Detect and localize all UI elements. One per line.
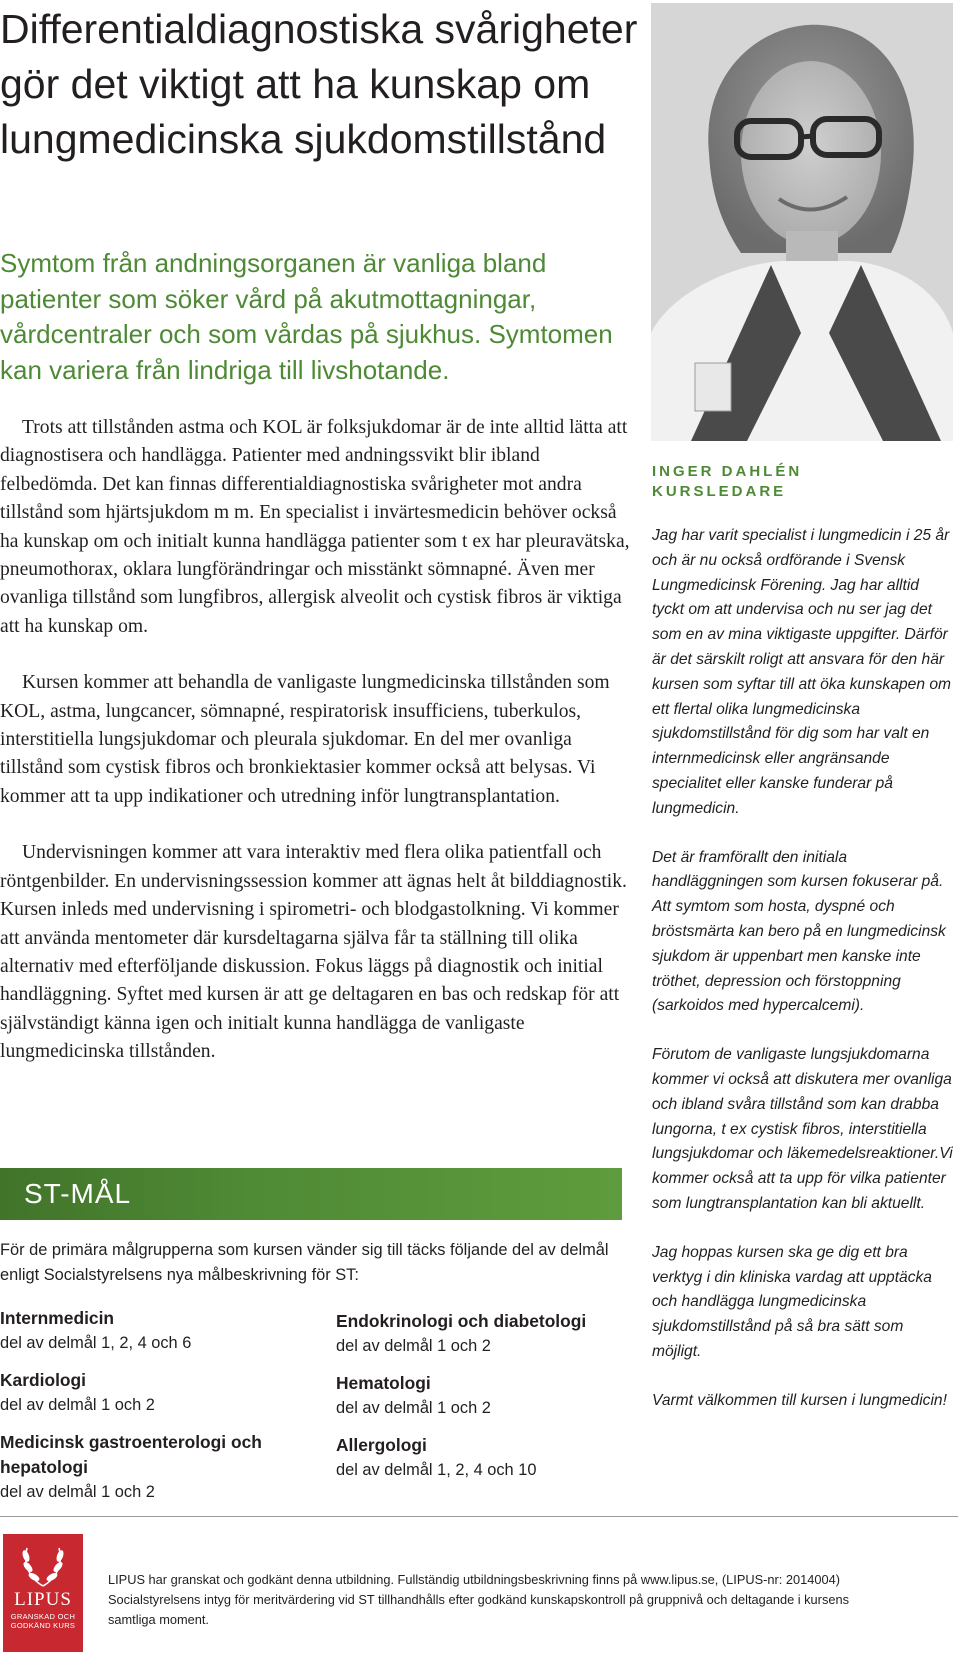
footer-text xyxy=(108,1570,888,1630)
body-paragraph-3: Undervisningen kommer att vara interaktiv med flera olika patientfall och röntgenbilder. En undervisningssession kommer att ägnas helt åt bilddiagnostik. Kursen inleds med undervisning i spirometri- och blodgastolkning. Vi kommer att använda mentometer där kursdeltagarna själva får ta ställning till olika alternativ med efterföljande diskussion. Fokus läggs på diagnostik och initial handläggning. Syftet med kursen är att ge deltagaren en bas och redskap för att självständigt känna igen och initialt kunna handlägga de vanligaste lungmedicinska tillstånden. xyxy=(0,842,627,1063)
lipus-logo xyxy=(3,1534,83,1652)
st-goal-detail: del av delmål 1 och 2 xyxy=(0,1483,155,1501)
st-goal-item xyxy=(336,1309,636,1359)
st-goal-detail: del av delmål 1 och 2 xyxy=(336,1399,491,1417)
page-headline: Differentialdiagnostiska svårigheter gör det viktigt att ha kunskap om lungmedicinska sjukdomstillstånd xyxy=(0,6,638,162)
instructor-heading xyxy=(652,462,952,502)
st-goals-left-column xyxy=(0,1306,320,1517)
st-goal-item xyxy=(336,1433,636,1483)
bio-paragraph-4: Jag hoppas kursen ska ge dig ett bra verktyg i din kliniska vardag att upptäcka och handlägga lungmedicinska sjukdomstillstånd på så bra sätt som möjligt. xyxy=(652,1243,932,1360)
st-goal-title: Medicinsk gastroenterologi och hepatologi xyxy=(0,1432,262,1477)
st-goal-detail: del av delmål 1, 2, 4 och 6 xyxy=(0,1334,192,1352)
st-goal-detail: del av delmål 1 och 2 xyxy=(0,1396,155,1414)
st-goal-item xyxy=(0,1306,320,1356)
st-goal-title: Hematologi xyxy=(336,1373,431,1393)
st-goal-item xyxy=(336,1371,636,1421)
st-goal-title: Allergologi xyxy=(336,1435,427,1455)
portrait-photo xyxy=(651,3,953,441)
st-goal-title: Kardiologi xyxy=(0,1370,86,1390)
instructor-role: KURSLEDARE xyxy=(652,483,787,500)
st-goal-title: Endokrinologi och diabetologi xyxy=(336,1311,587,1331)
footer-line-2: Socialstyrelsens intyg för meritvärdering vid ST tillhandhålls efter godkänd kunskapskontroll på gruppnivå och deltagande i kursens samtliga moment. xyxy=(108,1592,849,1627)
st-goals-heading: ST-MÅL xyxy=(0,1168,622,1220)
body-text xyxy=(0,414,630,1095)
bio-paragraph-5: Varmt välkommen till kursen i lungmedicin! xyxy=(652,1391,947,1409)
instructor-name: INGER DAHLÉN xyxy=(652,463,803,480)
st-goals-right-column xyxy=(336,1309,636,1495)
logo-subtitle-1: GRANSKAD OCH xyxy=(10,1612,76,1621)
st-goal-title: Internmedicin xyxy=(0,1308,115,1328)
bio-paragraph-1: Jag har varit specialist i lungmedicin i 25 år och är nu också ordförande i Svensk Lungmedicinsk Förening. Jag har alltid tyckt om att undervisa och nu ser jag det som en av mina viktigaste uppgifter. Därför är det särskilt roligt att ansvara för den här kursen som syftar till att öka kunskapen om ett flertal olika lungmedicinska sjukdomstillstånd för dig som har valt en internmedicinsk eller angränsande specialitet eller kanske funderar på lungmedicin. xyxy=(652,527,952,817)
body-paragraph-1: Trots att tillstånden astma och KOL är folksjukdomar är de inte alltid lätta att diagnostisera och handlägga. Patienter med andningssvikt blir ibland felbedömda. Det kan finnas differentialdiagnostiska svårigheter mot andra tillstånd som hjärtsjukdom m m. En specialist i invärtesmedicin behöver också ha kunskap om och initialt kunna handlägga patienter som t ex har pleuravätska, pneumothorax, oklara lungförändringar och misstänkt sömnapné. Även mer ovanliga tillstånd som lungfibros, allergisk alveolit och cystisk fibros är viktiga att ha kunskap om. xyxy=(0,417,630,637)
bio-paragraph-3: Förutom de vanligaste lungsjukdomarna kommer vi också att diskutera mer ovanliga och ibland svåra tillstånd som kan drabba lungorna, t ex cystisk fibros, interstitiella lungsjukdomar och läkemedelsreaktioner.Vi kommer också att ta upp för vilka patienter som lungtransplantation kan bli aktuellt. xyxy=(652,1046,953,1212)
footer-divider xyxy=(0,1516,958,1517)
st-goal-detail: del av delmål 1, 2, 4 och 10 xyxy=(336,1461,537,1479)
st-goals-intro: För de primära målgrupperna som kursen vänder sig till täcks följande del av delmål enligt Socialstyrelsens nya målbeskrivning för ST: xyxy=(0,1241,609,1284)
footer-line-1: LIPUS har granskat och godkänt denna utbildning. Fullständig utbildningsbeskrivning finns på www.lipus.se, (LIPUS-nr: 2014004) xyxy=(108,1572,840,1587)
bio-paragraph-2: Det är framförallt den initiala handläggningen som kursen fokuserar på. Att symtom som hosta, dyspné och bröstsmärta kan bero på en lungmedicinsk sjukdom är uppenbart men kanske inte tröthet, depression och förstoppning (sarkoidos med hypercalcemi). xyxy=(652,848,946,1015)
body-paragraph-2: Kursen kommer att behandla de vanligaste lungmedicinska tillstånden som KOL, astma, lungcancer, sömnapné, respiratorisk insufficiens, tuberkulos, interstitiella lungsjukdomar och pleurala sjukdomar. En del mer ovanliga tillstånd som cystisk fibros och bronkiektasier kommer också att belysas. Vi kommer att ta upp indikationer och utredning inför lungtransplantation. xyxy=(0,672,610,807)
logo-subtitle-2: GODKÄND KURS xyxy=(10,1621,76,1630)
laurel-icon xyxy=(15,1542,71,1588)
lead-paragraph: Symtom från andningsorganen är vanliga bland patienter som söker vård på akutmottagningar, vårdcentraler och som vårdas på sjukhus. Symtomen kan variera från lindriga till livshotande. xyxy=(0,248,613,385)
instructor-bio xyxy=(652,524,954,1438)
st-goal-item xyxy=(0,1430,320,1505)
st-goal-item xyxy=(0,1368,320,1418)
st-goal-detail: del av delmål 1 och 2 xyxy=(336,1337,491,1355)
logo-wordmark: LIPUS xyxy=(14,1589,72,1610)
